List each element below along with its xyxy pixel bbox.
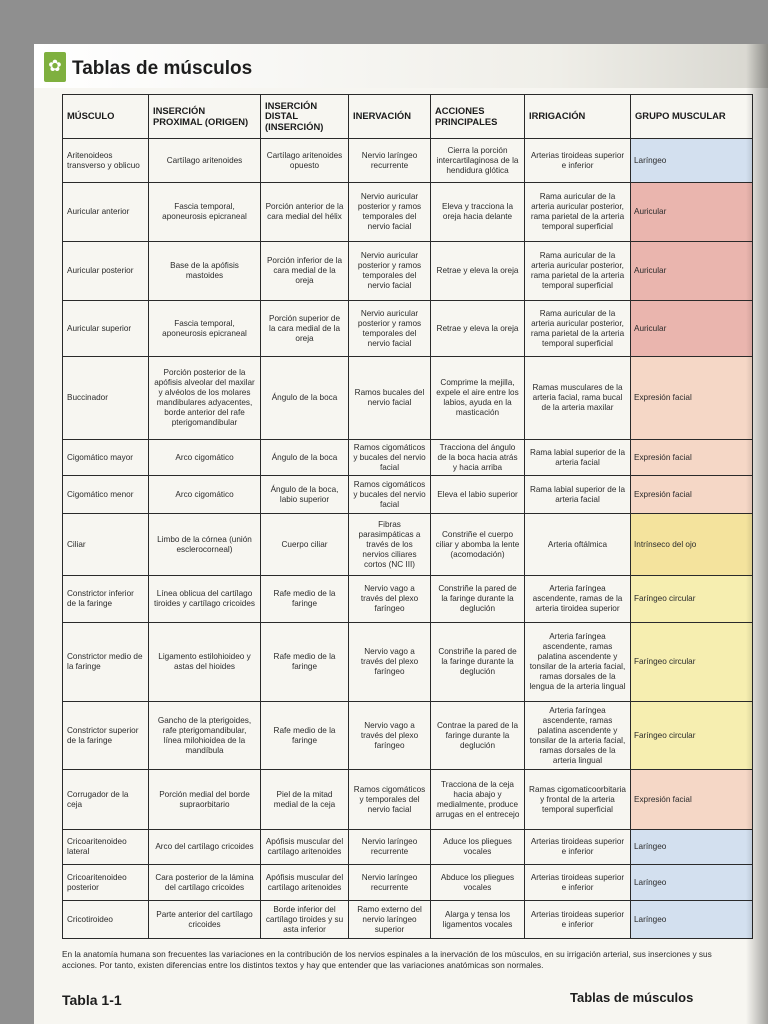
table-number: Tabla 1-1 bbox=[62, 992, 122, 1008]
muscle-cell: Constrictor superior de la faringe bbox=[63, 702, 149, 770]
blood-supply-cell: Rama auricular de la arteria auricular posterior, rama parietal de la arteria temporal superficial bbox=[525, 183, 631, 242]
proximal-insertion-cell: Arco del cartílago cricoides bbox=[149, 830, 261, 865]
muscle-group-cell: Expresión facial bbox=[631, 357, 753, 440]
blood-supply-cell: Arterias tiroideas superior e inferior bbox=[525, 865, 631, 901]
innervation-cell: Nervio auricular posterior y ramos temporales del nervio facial bbox=[349, 242, 431, 301]
column-header: IRRIGACIÓN bbox=[525, 95, 631, 139]
innervation-cell: Nervio vago a través del plexo faríngeo bbox=[349, 623, 431, 702]
blood-supply-cell: Rama auricular de la arteria auricular posterior, rama parietal de la arteria temporal superficial bbox=[525, 242, 631, 301]
distal-insertion-cell: Cartílago aritenoides opuesto bbox=[261, 139, 349, 183]
muscle-cell: Ciliar bbox=[63, 514, 149, 576]
blood-supply-cell: Ramas cigomaticoorbitaria y frontal de la arteria temporal superficial bbox=[525, 770, 631, 830]
distal-insertion-cell: Porción anterior de la cara medial del hélix bbox=[261, 183, 349, 242]
innervation-cell: Ramos cigomáticos y temporales del nervio facial bbox=[349, 770, 431, 830]
blood-supply-cell: Arteria faríngea ascendente, ramas de la arteria tiroidea superior bbox=[525, 576, 631, 623]
table-body bbox=[63, 139, 753, 939]
column-header: INERVACIÓN bbox=[349, 95, 431, 139]
distal-insertion-cell: Ángulo de la boca, labio superior bbox=[261, 476, 349, 514]
muscle-group-cell: Expresión facial bbox=[631, 770, 753, 830]
proximal-insertion-cell: Arco cigomático bbox=[149, 440, 261, 476]
blood-supply-cell: Rama labial superior de la arteria facial bbox=[525, 476, 631, 514]
table-row bbox=[63, 514, 753, 576]
muscle-cell: Cigomático menor bbox=[63, 476, 149, 514]
distal-insertion-cell: Ángulo de la boca bbox=[261, 440, 349, 476]
muscle-group-cell: Faríngeo circular bbox=[631, 623, 753, 702]
innervation-cell: Nervio vago a través del plexo faríngeo bbox=[349, 702, 431, 770]
table-header bbox=[63, 95, 753, 139]
proximal-insertion-cell: Fascia temporal, aponeurosis epicraneal bbox=[149, 301, 261, 357]
muscle-group-cell: Expresión facial bbox=[631, 440, 753, 476]
distal-insertion-cell: Borde inferior del cartílago tiroides y su asta inferior bbox=[261, 901, 349, 939]
muscle-cell: Buccinador bbox=[63, 357, 149, 440]
distal-insertion-cell: Porción superior de la cara medial de la oreja bbox=[261, 301, 349, 357]
actions-cell: Constriñe la pared de la faringe durante la deglución bbox=[431, 623, 525, 702]
actions-cell: Abduce los pliegues vocales bbox=[431, 865, 525, 901]
proximal-insertion-cell: Cartílago aritenoides bbox=[149, 139, 261, 183]
table-row bbox=[63, 139, 753, 183]
muscle-group-cell: Intrínseco del ojo bbox=[631, 514, 753, 576]
distal-insertion-cell: Porción inferior de la cara medial de la oreja bbox=[261, 242, 349, 301]
table-row bbox=[63, 183, 753, 242]
muscle-cell: Corrugador de la ceja bbox=[63, 770, 149, 830]
muscle-cell: Auricular posterior bbox=[63, 242, 149, 301]
distal-insertion-cell: Rafe medio de la faringe bbox=[261, 576, 349, 623]
muscle-group-cell: Faríngeo circular bbox=[631, 702, 753, 770]
table-row bbox=[63, 770, 753, 830]
muscle-cell: Constrictor medio de la faringe bbox=[63, 623, 149, 702]
distal-insertion-cell: Apófisis muscular del cartílago aritenoides bbox=[261, 865, 349, 901]
blood-supply-cell: Arterias tiroideas superior e inferior bbox=[525, 901, 631, 939]
distal-insertion-cell: Apófisis muscular del cartílago aritenoides bbox=[261, 830, 349, 865]
distal-insertion-cell: Piel de la mitad medial de la ceja bbox=[261, 770, 349, 830]
innervation-cell: Nervio laríngeo recurrente bbox=[349, 139, 431, 183]
innervation-cell: Nervio laríngeo recurrente bbox=[349, 865, 431, 901]
proximal-insertion-cell: Línea oblicua del cartílago tiroides y cartílago cricoides bbox=[149, 576, 261, 623]
actions-cell: Eleva el labio superior bbox=[431, 476, 525, 514]
proximal-insertion-cell: Parte anterior del cartílago cricoides bbox=[149, 901, 261, 939]
muscle-group-cell: Laríngeo bbox=[631, 139, 753, 183]
table-row bbox=[63, 830, 753, 865]
proximal-insertion-cell: Base de la apófisis mastoides bbox=[149, 242, 261, 301]
proximal-insertion-cell: Limbo de la córnea (unión esclerocorneal) bbox=[149, 514, 261, 576]
blood-supply-cell: Ramas musculares de la arteria facial, rama bucal de la arteria maxilar bbox=[525, 357, 631, 440]
muscle-group-cell: Laríngeo bbox=[631, 830, 753, 865]
actions-cell: Retrae y eleva la oreja bbox=[431, 301, 525, 357]
distal-insertion-cell: Cuerpo ciliar bbox=[261, 514, 349, 576]
table-row bbox=[63, 576, 753, 623]
muscle-group-cell: Faríngeo circular bbox=[631, 576, 753, 623]
muscle-group-cell: Expresión facial bbox=[631, 476, 753, 514]
proximal-insertion-cell: Porción posterior de la apófisis alveolar del maxilar y alvéolos de los molares mandibulares adyacentes, borde anterior del rafe pterigomandibular bbox=[149, 357, 261, 440]
innervation-cell: Ramo externo del nervio laríngeo superior bbox=[349, 901, 431, 939]
column-header: INSERCIÓN PROXIMAL (ORIGEN) bbox=[149, 95, 261, 139]
actions-cell: Eleva y tracciona la oreja hacia delante bbox=[431, 183, 525, 242]
column-header: ACCIONES PRINCIPALES bbox=[431, 95, 525, 139]
page-title: Tablas de músculos bbox=[72, 58, 253, 79]
blood-supply-cell: Arterias tiroideas superior e inferior bbox=[525, 139, 631, 183]
table-row bbox=[63, 357, 753, 440]
innervation-cell: Nervio vago a través del plexo faríngeo bbox=[349, 576, 431, 623]
muscle-table bbox=[62, 94, 753, 939]
innervation-cell: Nervio auricular posterior y ramos temporales del nervio facial bbox=[349, 183, 431, 242]
table-row bbox=[63, 476, 753, 514]
column-header: MÚSCULO bbox=[63, 95, 149, 139]
blood-supply-cell: Rama labial superior de la arteria facial bbox=[525, 440, 631, 476]
innervation-cell: Ramos cigomáticos y bucales del nervio facial bbox=[349, 476, 431, 514]
actions-cell: Cierra la porción intercartilaginosa de la hendidura glótica bbox=[431, 139, 525, 183]
muscle-group-cell: Auricular bbox=[631, 183, 753, 242]
proximal-insertion-cell: Gancho de la pterigoides, rafe pterigomandibular, línea milohioidea de la mandíbula bbox=[149, 702, 261, 770]
blood-supply-cell: Arteria oftálmica bbox=[525, 514, 631, 576]
running-footer: Tablas de músculos bbox=[570, 990, 694, 1005]
column-header: GRUPO MUSCULAR bbox=[631, 95, 753, 139]
table-row bbox=[63, 440, 753, 476]
actions-cell: Alarga y tensa los ligamentos vocales bbox=[431, 901, 525, 939]
proximal-insertion-cell: Fascia temporal, aponeurosis epicraneal bbox=[149, 183, 261, 242]
muscle-cell: Auricular anterior bbox=[63, 183, 149, 242]
table-row bbox=[63, 242, 753, 301]
proximal-insertion-cell: Cara posterior de la lámina del cartílago cricoides bbox=[149, 865, 261, 901]
muscle-group-cell: Auricular bbox=[631, 301, 753, 357]
header-row bbox=[63, 95, 753, 139]
blood-supply-cell: Arteria faríngea ascendente, ramas palatina ascendente y tonsilar de la arteria facial, ramas dorsales de la arteria lingual bbox=[525, 702, 631, 770]
muscle-group-cell: Auricular bbox=[631, 242, 753, 301]
leaf-icon: ✿ bbox=[44, 52, 66, 82]
muscle-cell: Auricular superior bbox=[63, 301, 149, 357]
book-page bbox=[34, 44, 768, 1024]
column-header: INSERCIÓN DISTAL (INSERCIÓN) bbox=[261, 95, 349, 139]
blood-supply-cell: Arteria faríngea ascendente, ramas palatina ascendente y tonsilar de la arteria facial, ramas dorsales de la lengua de la arteria lingual bbox=[525, 623, 631, 702]
innervation-cell: Nervio laríngeo recurrente bbox=[349, 830, 431, 865]
distal-insertion-cell: Ángulo de la boca bbox=[261, 357, 349, 440]
table-row bbox=[63, 623, 753, 702]
innervation-cell: Ramos cigomáticos y bucales del nervio facial bbox=[349, 440, 431, 476]
table-row bbox=[63, 865, 753, 901]
muscle-group-cell: Laríngeo bbox=[631, 901, 753, 939]
muscle-cell: Constrictor inferior de la faringe bbox=[63, 576, 149, 623]
table-row bbox=[63, 702, 753, 770]
actions-cell: Tracciona del ángulo de la boca hacia atrás y hacia arriba bbox=[431, 440, 525, 476]
actions-cell: Constriñe el cuerpo ciliar y abomba la lente (acomodación) bbox=[431, 514, 525, 576]
table-row bbox=[63, 301, 753, 357]
proximal-insertion-cell: Arco cigomático bbox=[149, 476, 261, 514]
actions-cell: Retrae y eleva la oreja bbox=[431, 242, 525, 301]
page-curl-shadow bbox=[746, 44, 768, 1024]
actions-cell: Contrae la pared de la faringe durante la deglución bbox=[431, 702, 525, 770]
footnote: En la anatomía humana son frecuentes las variaciones en la contribución de los nervios espinales a la inervación de los músculos, en su irrigación arterial, sus inserciones y sus acciones. Por tanto, existen diferencias entre los distintos textos y hay que entender que las variaciones anatómicas son normales. bbox=[62, 949, 712, 970]
muscle-cell: Aritenoideos transverso y oblicuo bbox=[63, 139, 149, 183]
proximal-insertion-cell: Ligamento estilohioideo y astas del hioides bbox=[149, 623, 261, 702]
actions-cell: Comprime la mejilla, expele el aire entre los labios, ayuda en la masticación bbox=[431, 357, 525, 440]
proximal-insertion-cell: Porción medial del borde supraorbitario bbox=[149, 770, 261, 830]
distal-insertion-cell: Rafe medio de la faringe bbox=[261, 702, 349, 770]
table-row bbox=[63, 901, 753, 939]
blood-supply-cell: Rama auricular de la arteria auricular posterior, rama parietal de la arteria temporal superficial bbox=[525, 301, 631, 357]
innervation-cell: Nervio auricular posterior y ramos temporales del nervio facial bbox=[349, 301, 431, 357]
actions-cell: Tracciona de la ceja hacia abajo y medialmente, produce arrugas en el entrecejo bbox=[431, 770, 525, 830]
innervation-cell: Ramos bucales del nervio facial bbox=[349, 357, 431, 440]
actions-cell: Aduce los pliegues vocales bbox=[431, 830, 525, 865]
muscle-cell: Cricotiroideo bbox=[63, 901, 149, 939]
actions-cell: Constriñe la pared de la faringe durante la deglución bbox=[431, 576, 525, 623]
muscle-cell: Cricoaritenoideo posterior bbox=[63, 865, 149, 901]
innervation-cell: Fibras parasimpáticas a través de los nervios ciliares cortos (NC III) bbox=[349, 514, 431, 576]
muscle-group-cell: Laríngeo bbox=[631, 865, 753, 901]
muscle-cell: Cricoaritenoideo lateral bbox=[63, 830, 149, 865]
distal-insertion-cell: Rafe medio de la faringe bbox=[261, 623, 349, 702]
muscle-cell: Cigomático mayor bbox=[63, 440, 149, 476]
blood-supply-cell: Arterias tiroideas superior e inferior bbox=[525, 830, 631, 865]
